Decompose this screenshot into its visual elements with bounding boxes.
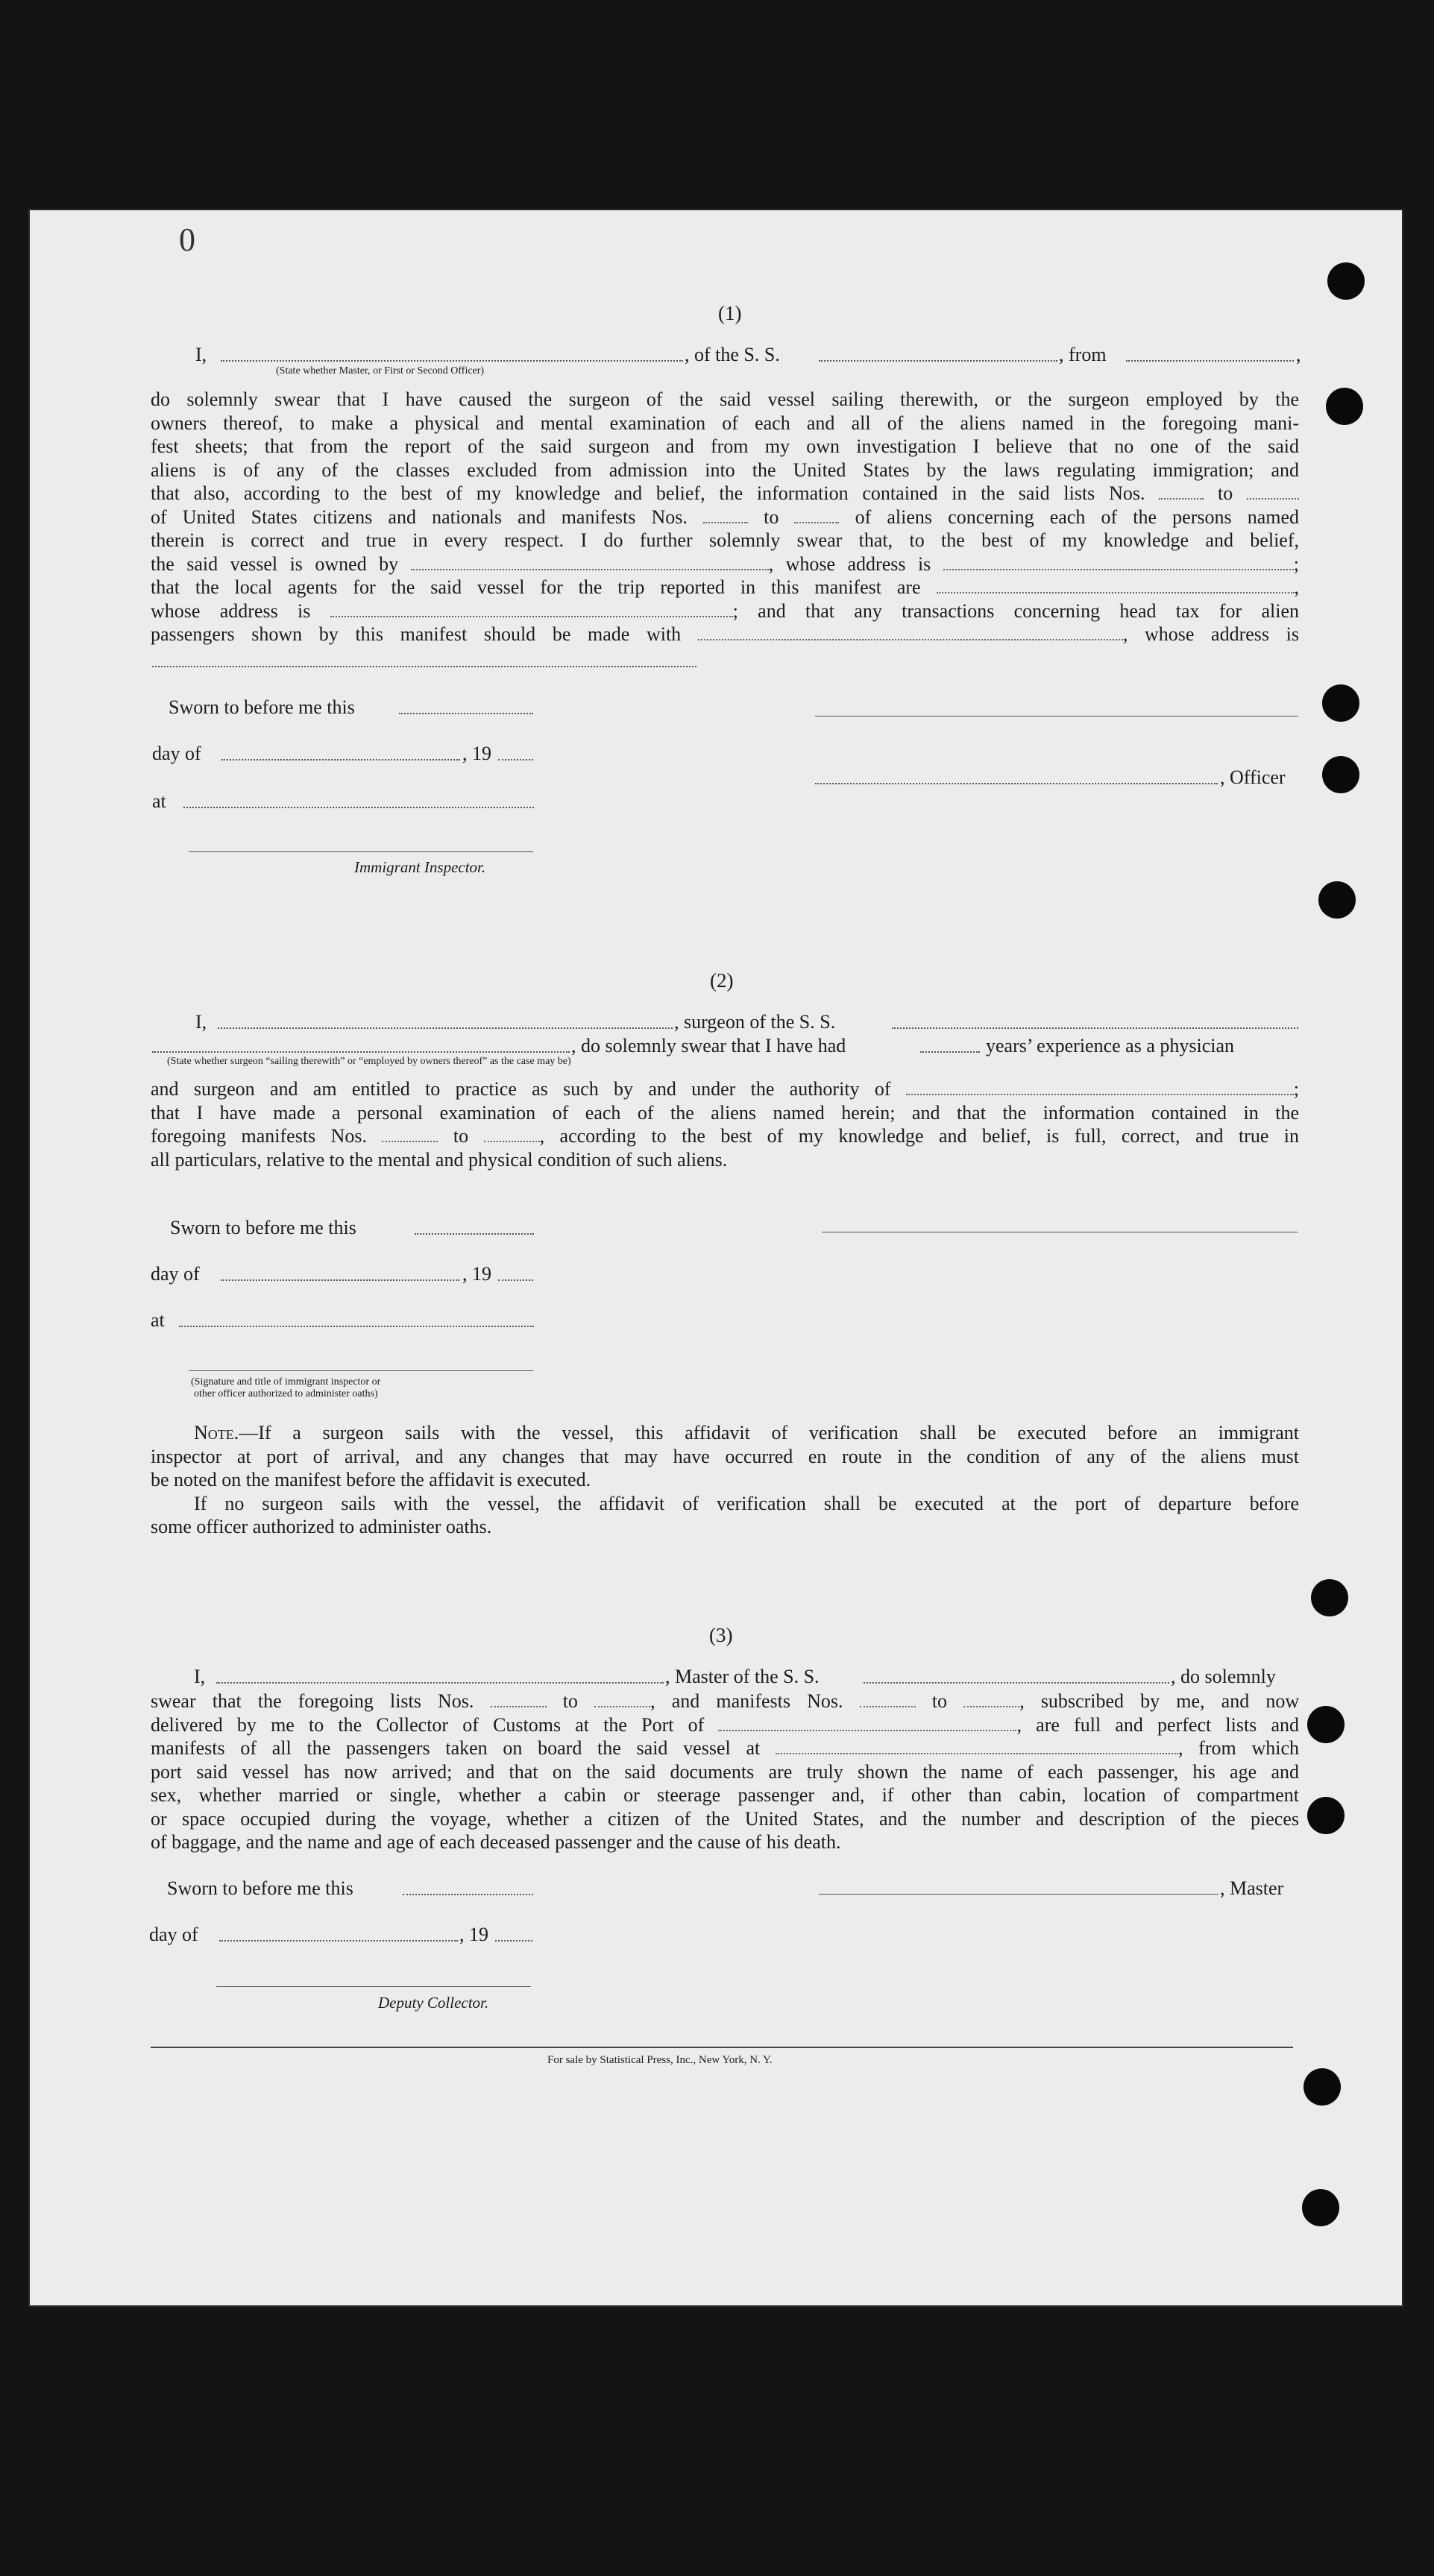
sec1-sworn: Sworn to before me this bbox=[169, 696, 355, 718]
note2-line: If no surgeon sails with the vessel, the affidavit of verification shall be executed at the port of departure before bbox=[194, 1492, 1299, 1514]
sec2-day-field[interactable] bbox=[221, 1279, 459, 1281]
sec3-line: port said vessel has now arrived; and that on the said documents are truly shown the name of each passenger, his age and bbox=[151, 1760, 1299, 1783]
note-line: Note.—If a surgeon sails with the vessel, this affidavit of verification shall be executed before an immigrant bbox=[194, 1422, 1299, 1443]
sec1-signature-line[interactable] bbox=[815, 716, 1298, 717]
sec1-day-field[interactable] bbox=[221, 759, 460, 760]
sec1-body bbox=[151, 388, 1299, 646]
sec1-officer-field[interactable] bbox=[815, 783, 1218, 784]
note-line: be noted on the manifest before the affidavit is executed. bbox=[151, 1469, 591, 1490]
sec1-comma: , bbox=[1296, 344, 1301, 365]
note-label: Note. bbox=[194, 1422, 239, 1443]
sec1-line-owner: the said vessel is owned by , whose address is ; bbox=[151, 552, 1299, 575]
sec2-body bbox=[151, 1077, 1299, 1171]
sec1-i: I, bbox=[195, 344, 207, 365]
sec3-line-port: delivered by me to the Collector of Customs at the Port of , are full and perfect lists and bbox=[151, 1713, 1299, 1736]
sec3-line: sex, whether married or single, whether a cabin or steerage passenger and, if other than cabin, location of compartment bbox=[151, 1784, 1299, 1806]
printer-credit: For sale by Statistical Press, Inc., New York, N. Y. bbox=[547, 2054, 773, 2066]
punch-hole bbox=[1302, 2189, 1339, 2226]
sec3-do-solemnly: , do solemnly bbox=[1171, 1666, 1276, 1687]
margin-mark: 0 bbox=[179, 221, 195, 258]
sec1-line-headtax: passengers shown by this manifest should be made with , whose address is bbox=[151, 623, 1300, 645]
deputy-collector-label: Deputy Collector. bbox=[378, 1994, 489, 2012]
punch-hole bbox=[1307, 1797, 1345, 1834]
sec2-signature-note-2: other officer authorized to administer oaths) bbox=[194, 1388, 378, 1399]
sec1-year-field[interactable] bbox=[498, 759, 533, 760]
sec2-19: , 19 bbox=[462, 1263, 491, 1285]
footer-rule bbox=[151, 2047, 1293, 2048]
sec2-at-field[interactable] bbox=[179, 1326, 534, 1327]
section-1-number: (1) bbox=[718, 302, 742, 324]
immigrant-inspector-label: Immigrant Inspector. bbox=[354, 858, 486, 876]
vessel-name-field[interactable] bbox=[819, 360, 1057, 362]
sec1-line: owners thereof, to make a physical and mental examination of each and all of the aliens named in the foregoing mani- bbox=[151, 412, 1299, 434]
sec2-signature-note-1: (Signature and title of immigrant inspector or bbox=[191, 1376, 381, 1388]
punch-hole bbox=[1322, 756, 1359, 793]
sec2-sworn: Sworn to before me this bbox=[170, 1217, 356, 1238]
sec2-line-manifests: foregoing manifests Nos. to , according to the best of my knowledge and belief, is full, correct, and true in bbox=[151, 1125, 1300, 1147]
sec2-years: years’ experience as a physician bbox=[986, 1035, 1235, 1056]
sec3-line-boarded: manifests of all the passengers taken on board the said vessel at , from which bbox=[151, 1737, 1299, 1759]
sec2-day-of: day of bbox=[151, 1263, 200, 1285]
sec2-note bbox=[151, 1421, 1299, 1539]
sec3-line: of baggage, and the name and age of each deceased passenger and the cause of his death. bbox=[151, 1831, 841, 1853]
sec1-line-manifests: of United States citizens and nationals and manifests Nos. to of aliens concerning each of the persons named bbox=[151, 506, 1300, 528]
sec1-at-field[interactable] bbox=[183, 807, 534, 808]
sec3-19: , 19 bbox=[459, 1924, 488, 1945]
sec1-line-agents: that the local agents for the said vessel for the trip reported in this manifest are , bbox=[151, 576, 1300, 598]
punch-hole bbox=[1304, 2068, 1341, 2106]
section-3-number: (3) bbox=[709, 1624, 733, 1646]
sec1-line-lists: that also, according to the best of my knowledge and belief, the information contained in the said lists Nos. to bbox=[151, 482, 1299, 506]
sec2-line-authority: and surgeon and am entitled to practice as such by and under the authority of ; bbox=[151, 1078, 1300, 1100]
sec1-at: at bbox=[152, 790, 166, 812]
sec2-vessel-field[interactable] bbox=[892, 1027, 1298, 1029]
sec3-master-signature-line[interactable] bbox=[819, 1894, 1218, 1895]
surgeon-status-field[interactable] bbox=[152, 1051, 570, 1053]
punch-hole bbox=[1318, 881, 1356, 919]
sec1-from: , from bbox=[1059, 344, 1107, 365]
sec3-master-of: , Master of the S. S. bbox=[665, 1666, 820, 1687]
note-line: inspector at port of arrival, and any changes that may have occurred en route in the condition of any of the aliens must bbox=[151, 1445, 1299, 1467]
sec3-body bbox=[151, 1689, 1299, 1854]
sec3-collector-line[interactable] bbox=[216, 1986, 531, 1987]
sec3-day-field[interactable] bbox=[219, 1940, 458, 1942]
sec2-line: that I have made a personal examination of each of the aliens named herein; and that the information contained in the bbox=[151, 1101, 1299, 1124]
sec1-officer: , Officer bbox=[1220, 766, 1286, 788]
officer-title-note: (State whether Master, or First or Second Officer) bbox=[276, 365, 485, 377]
sec2-swear: , do solemnly swear that I have had bbox=[571, 1035, 846, 1056]
section-2-number: (2) bbox=[710, 969, 734, 992]
punch-hole bbox=[1307, 1706, 1345, 1743]
sec3-sworn: Sworn to before me this bbox=[167, 1877, 353, 1899]
sec1-19: , 19 bbox=[462, 743, 491, 764]
sec2-at: at bbox=[151, 1309, 165, 1331]
departure-port-field[interactable] bbox=[1126, 360, 1294, 362]
sec1-sworn-date-field[interactable] bbox=[399, 713, 533, 714]
officer-title-field[interactable] bbox=[221, 360, 683, 362]
punch-hole bbox=[1322, 684, 1359, 722]
sec1-of-ss: , of the S. S. bbox=[685, 344, 780, 365]
headtax-address-field[interactable] bbox=[152, 666, 696, 667]
sec2-sworn-date-field[interactable] bbox=[415, 1233, 534, 1235]
sec1-line: fest sheets; that from the report of the said surgeon and from my own investigation I believe that no one of the said bbox=[151, 435, 1299, 457]
years-experience-field[interactable] bbox=[920, 1051, 980, 1053]
punch-hole bbox=[1326, 388, 1363, 425]
sec1-line: aliens is of any of the classes excluded from admission into the United States by the laws regulating immigration; and bbox=[151, 459, 1299, 481]
punch-hole bbox=[1327, 262, 1365, 300]
sec1-line: do solemnly swear that I have caused the surgeon of the said vessel sailing therewith, or the surgeon employed by the bbox=[151, 388, 1299, 410]
sec3-line: or space occupied during the voyage, whether a citizen of the United States, and the number and description of the pieces bbox=[151, 1807, 1299, 1830]
note2-line: some officer authorized to administer oaths. bbox=[151, 1516, 492, 1537]
punch-hole bbox=[1311, 1579, 1348, 1616]
sec2-i: I, bbox=[195, 1011, 207, 1033]
surgeon-name-field[interactable] bbox=[218, 1027, 673, 1029]
sec3-year-field[interactable] bbox=[495, 1940, 532, 1942]
sec3-day-of: day of bbox=[149, 1924, 198, 1945]
sec1-day-of: day of bbox=[152, 743, 201, 764]
master-name-field[interactable] bbox=[216, 1682, 664, 1684]
sec3-sworn-date-field[interactable] bbox=[403, 1894, 533, 1895]
sec3-line-lists: swear that the foregoing lists Nos. to , and manifests Nos. to , subscribed by me, and now bbox=[151, 1690, 1300, 1712]
sec2-line: all particulars, relative to the mental and physical condition of such aliens. bbox=[151, 1148, 728, 1171]
sec3-i: I, bbox=[194, 1666, 206, 1687]
sec1-line-address: whose address is ; and that any transactions concerning head tax for alien bbox=[151, 599, 1299, 622]
sec2-surgeon-of: , surgeon of the S. S. bbox=[674, 1011, 836, 1033]
sec2-year-field[interactable] bbox=[498, 1279, 533, 1281]
surgeon-status-note: (State whether surgeon “sailing therewith” or “employed by owners thereof” as the case may be) bbox=[167, 1056, 571, 1067]
sec2-inspector-line[interactable] bbox=[189, 1370, 533, 1371]
sec3-master: , Master bbox=[1220, 1877, 1284, 1899]
sec1-line: therein is correct and true in every respect. I do further solemnly swear that, to the best of my knowledge and belief, bbox=[151, 529, 1299, 551]
sec1-inspector-line[interactable] bbox=[189, 851, 533, 852]
sec3-vessel-field[interactable] bbox=[864, 1682, 1169, 1684]
